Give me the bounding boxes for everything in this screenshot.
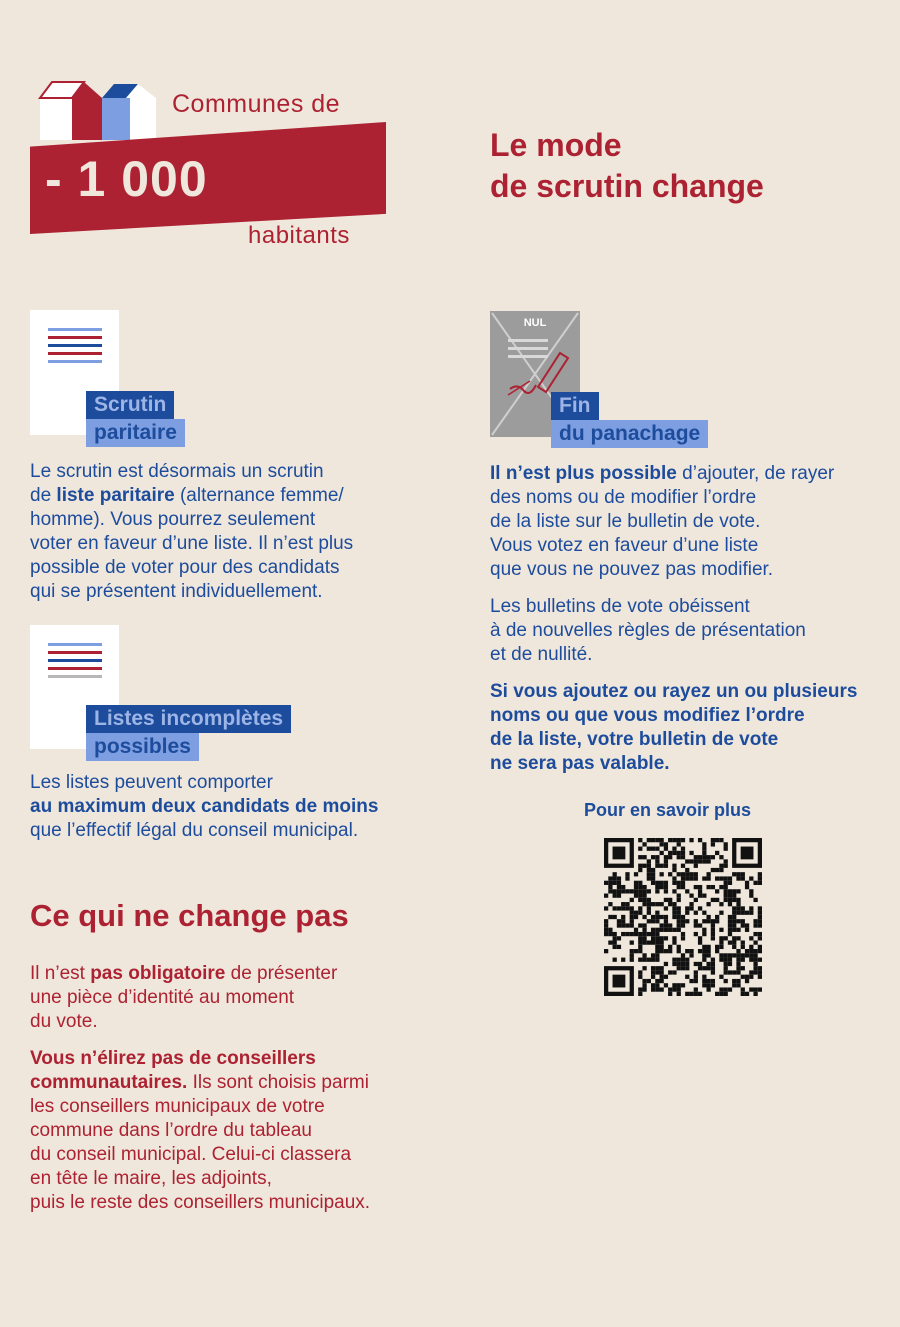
- population-threshold: - 1 000: [45, 151, 208, 207]
- fin-panachage-para2: Les bulletins de vote obéissent à de nouvelles règles de présentation et de nullité.: [490, 596, 806, 665]
- listes-incompletes-text: Les listes peuvent comporter au maximum deux candidats de moins que l’effectif légal du conseil municipal.: [30, 772, 379, 841]
- section-heading: Ce qui ne change pas: [30, 898, 349, 933]
- svg-text:NUL: NUL: [523, 317, 547, 329]
- houses-icon: [38, 80, 158, 140]
- qr-code-icon[interactable]: [604, 838, 762, 996]
- scrutin-paritaire-text: Le scrutin est désormais un scrutin de liste paritaire (alternance femme/ homme). Vous pourrez seulement voter en faveur d’une liste. Il n’est plus possible de voter pour des candidats qui se présentent individuellement.: [30, 461, 354, 602]
- fin-panachage-label: Fin du panachage: [551, 392, 708, 448]
- page-title: Le mode de scrutin change: [490, 127, 764, 204]
- scrutin-paritaire-label: Scrutin paritaire: [86, 391, 185, 447]
- fin-panachage-para1: Il n’est plus possible d’ajouter, de rayer des noms ou de modifier l’ordre de la liste sur le bulletin de vote. Vous votez en faveur d’une liste que vous ne pouvez pas modifier.: [490, 463, 835, 580]
- fin-panachage-para3: Si vous ajoutez ou rayez un ou plusieurs noms ou que vous modifiez l’ordre de la liste, votre bulletin de vote ne sera pas valable.: [490, 681, 858, 774]
- communes-de-label: Communes de: [172, 90, 341, 118]
- ne-change-pas-para2: Vous n’élirez pas de conseillers communautaires. Ils sont choisis parmi les conseillers municipaux de votre commune dans l’ordre du tableau du conseil municipal. Celui-ci classera en tête le maire, les adjoints, puis le reste des conseillers municipaux.: [30, 1048, 371, 1213]
- listes-incompletes-label: Listes incomplètes possibles: [86, 705, 291, 761]
- qr-title: Pour en savoir plus: [584, 800, 752, 820]
- habitants-label: habitants: [248, 222, 350, 249]
- ne-change-pas-para1: Il n’est pas obligatoire de présenter une pièce d’identité au moment du vote.: [30, 963, 338, 1032]
